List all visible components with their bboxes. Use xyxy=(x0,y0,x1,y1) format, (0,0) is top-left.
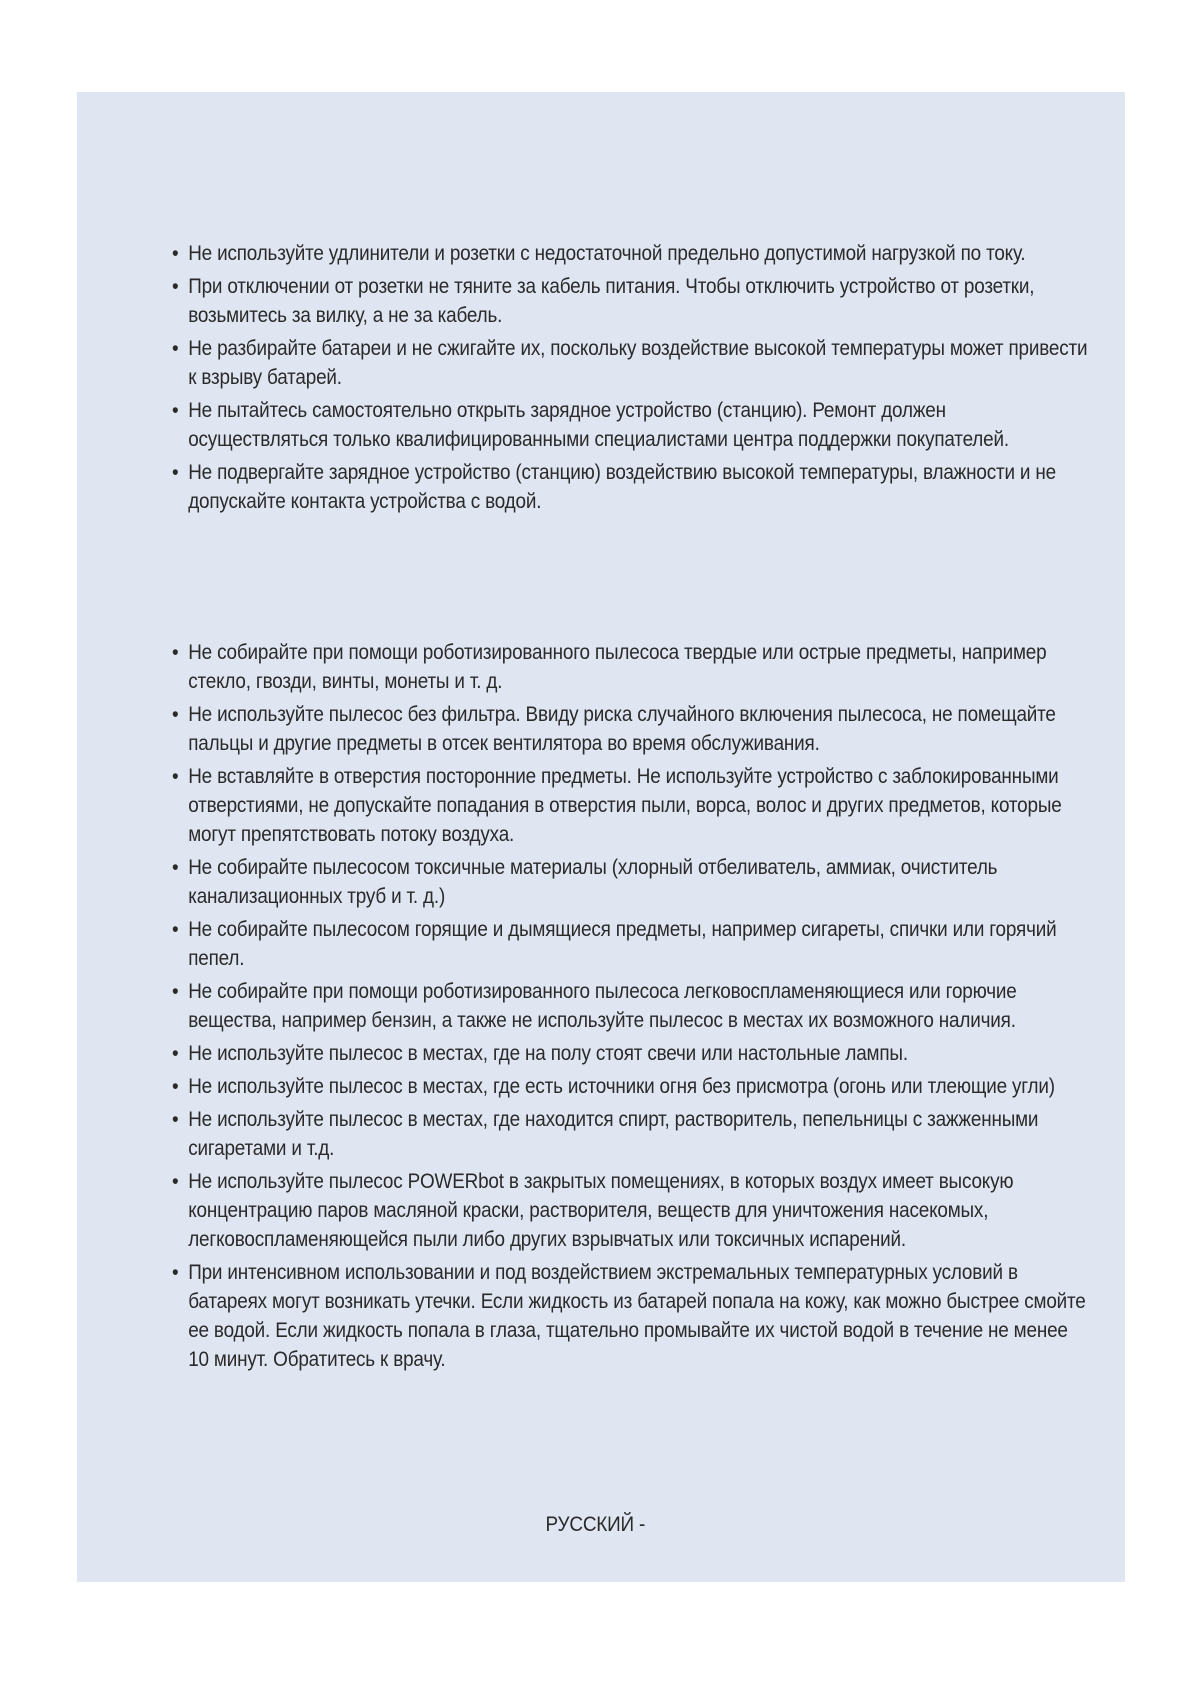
list-item: • Не используйте удлинители и розетки с недостаточной предельно допустимой нагрузкой по току. xyxy=(172,239,1088,268)
safety-list-usage xyxy=(172,638,1086,1378)
bullet-icon: • xyxy=(172,399,179,422)
bullet-icon: • xyxy=(172,337,179,360)
page-footer xyxy=(0,1513,1190,1537)
list-item: • Не собирайте пылесосом токсичные материалы (хлорный отбеливатель, аммиак, очиститель канализационных труб и т. д.) xyxy=(172,853,1088,911)
bullet-icon: • xyxy=(172,1261,179,1284)
list-item: • Не собирайте при помощи роботизированного пылесоса легковоспламеняющиеся или горючие вещества, например бензин, а также не используйте пылесос в местах их возможного наличия. xyxy=(172,977,1088,1035)
bullet-icon: • xyxy=(172,275,179,298)
list-item: • Не собирайте при помощи роботизированного пылесоса твердые или острые предметы, например стекло, гвозди, винты, монеты и т. д. xyxy=(172,638,1088,696)
bullet-icon: • xyxy=(172,242,179,265)
list-item: • Не вставляйте в отверстия посторонние предметы. Не используйте устройство с заблокированными отверстиями, не допускайте попадания в отверстия пыли, ворса, волос и других предметов, которые могут препятствовать потоку воздуха. xyxy=(172,762,1088,849)
bullet-icon: • xyxy=(172,856,179,879)
bullet-icon: • xyxy=(172,1108,179,1131)
footer-language-label: РУССКИЙ - xyxy=(545,1513,645,1536)
list-item: • При интенсивном использовании и под воздействием экстремальных температурных условий в батареях могут возникать утечки. Если жидкость из батарей попала на кожу, как можно быстрее смойте ее водой. Если жидкость попала в глаза, тщательно промывайте их чистой водой в течение не менее 10 минут. Обратитесь к врачу. xyxy=(172,1258,1088,1374)
list-item: • Не используйте пылесос POWERbot в закрытых помещениях, в которых воздух имеет высокую концентрацию паров масляной краски, растворителя, веществ для уничтожения насекомых, легковоспламеняющейся пыли либо других взрывчатых или токсичных испарений. xyxy=(172,1167,1088,1254)
bullet-icon: • xyxy=(172,765,179,788)
list-item: • Не собирайте пылесосом горящие и дымящиеся предметы, например сигареты, спички или горячий пепел. xyxy=(172,915,1088,973)
bullet-icon: • xyxy=(172,980,179,1003)
list-item: • Не пытайтесь самостоятельно открыть зарядное устройство (станцию). Ремонт должен осуществляться только квалифицированными специалистами центра поддержки покупателей. xyxy=(172,396,1088,454)
bullet-icon: • xyxy=(172,1170,179,1193)
safety-list-electric xyxy=(172,239,1088,520)
bullet-icon: • xyxy=(172,641,179,664)
list-item: • Не используйте пылесос в местах, где есть источники огня без присмотра (огонь или тлеющие угли) xyxy=(172,1072,1088,1101)
bullet-icon: • xyxy=(172,918,179,941)
bullet-icon: • xyxy=(172,1042,179,1065)
bullet-icon: • xyxy=(172,461,179,484)
list-item: • Не разбирайте батареи и не сжигайте их, поскольку воздействие высокой температуры может привести к взрыву батарей. xyxy=(172,334,1088,392)
bullet-icon: • xyxy=(172,1075,179,1098)
list-item: • Не подвергайте зарядное устройство (станцию) воздействию высокой температуры, влажности и не допускайте контакта устройства с водой. xyxy=(172,458,1088,516)
bullet-icon: • xyxy=(172,703,179,726)
list-item: • При отключении от розетки не тяните за кабель питания. Чтобы отключить устройство от розетки, возьмитесь за вилку, а не за кабель. xyxy=(172,272,1088,330)
list-item: • Не используйте пылесос в местах, где на полу стоят свечи или настольные лампы. xyxy=(172,1039,1088,1068)
list-item: • Не используйте пылесос без фильтра. Ввиду риска случайного включения пылесоса, не помещайте пальцы и другие предметы в отсек вентилятора во время обслуживания. xyxy=(172,700,1088,758)
list-item: • Не используйте пылесос в местах, где находится спирт, растворитель, пепельницы с зажженными сигаретами и т.д. xyxy=(172,1105,1088,1163)
